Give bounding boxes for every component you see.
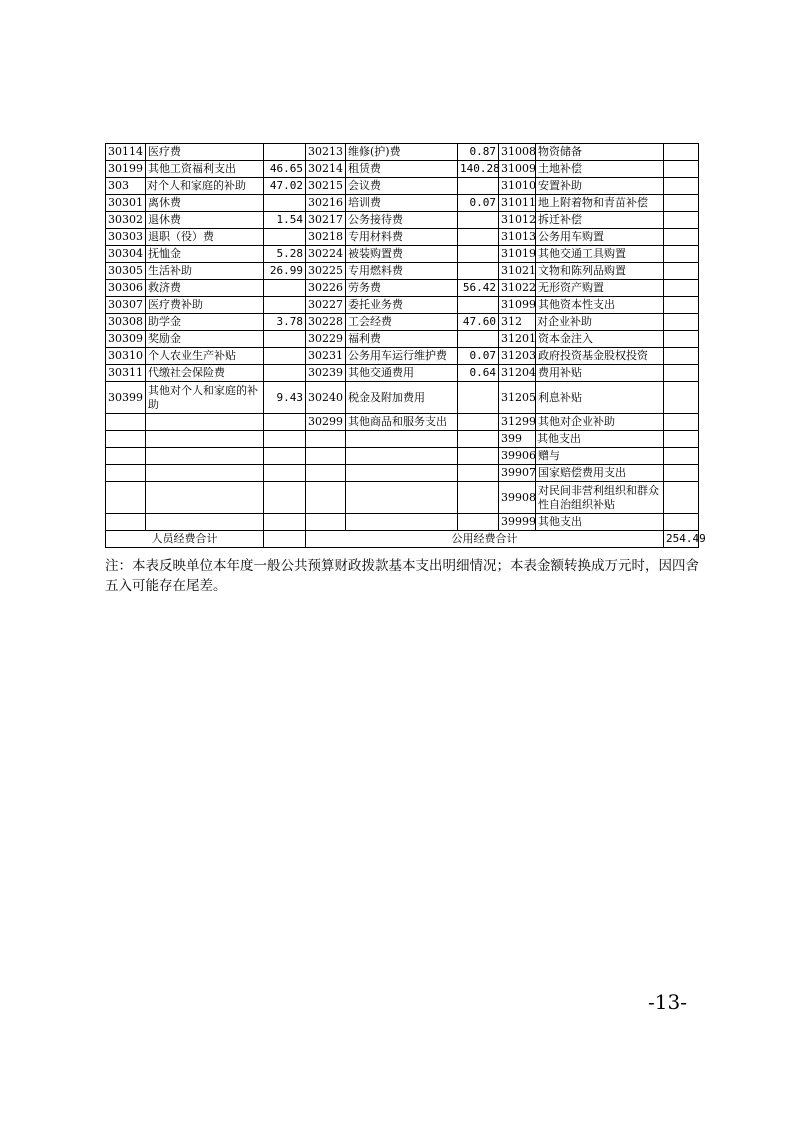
code-cell: 30399 xyxy=(106,382,146,414)
name-cell xyxy=(346,482,458,514)
code-cell xyxy=(106,414,146,431)
table-row xyxy=(106,514,699,531)
amount-cell xyxy=(458,465,499,482)
code-cell: 31009 xyxy=(499,161,536,178)
name-cell: 医疗费 xyxy=(146,144,264,161)
code-cell xyxy=(306,448,346,465)
table-row xyxy=(106,178,699,195)
code-cell: 30228 xyxy=(306,314,346,331)
code-cell: 30302 xyxy=(106,212,146,229)
name-cell: 抚恤金 xyxy=(146,246,264,263)
amount-cell xyxy=(664,414,699,431)
amount-cell xyxy=(458,229,499,246)
name-cell: 助学金 xyxy=(146,314,264,331)
amount-cell xyxy=(664,348,699,365)
name-cell: 维修(护)费 xyxy=(346,144,458,161)
amount-cell xyxy=(458,178,499,195)
code-cell: 303 xyxy=(106,178,146,195)
name-cell: 福利费 xyxy=(346,331,458,348)
table-row xyxy=(106,331,699,348)
name-cell xyxy=(346,465,458,482)
code-cell: 30213 xyxy=(306,144,346,161)
code-cell: 30299 xyxy=(306,414,346,431)
amount-cell xyxy=(664,482,699,514)
amount-cell: 3.78 xyxy=(264,314,306,331)
name-cell: 公务用车运行维护费 xyxy=(346,348,458,365)
amount-cell xyxy=(458,448,499,465)
amount-cell xyxy=(664,314,699,331)
code-cell xyxy=(306,482,346,514)
table-row xyxy=(106,297,699,314)
code-cell: 39999 xyxy=(499,514,536,531)
code-cell xyxy=(306,431,346,448)
code-cell: 30307 xyxy=(106,297,146,314)
code-cell: 30199 xyxy=(106,161,146,178)
amount-cell xyxy=(458,382,499,414)
amount-cell xyxy=(664,448,699,465)
amount-cell xyxy=(664,297,699,314)
amount-cell xyxy=(264,348,306,365)
code-cell: 31205 xyxy=(499,382,536,414)
name-cell xyxy=(146,482,264,514)
name-cell: 物资储备 xyxy=(536,144,664,161)
amount-cell: 1.54 xyxy=(264,212,306,229)
code-cell: 39908 xyxy=(499,482,536,514)
code-cell: 30240 xyxy=(306,382,346,414)
amount-cell xyxy=(264,144,306,161)
name-cell: 税金及附加费用 xyxy=(346,382,458,414)
code-cell xyxy=(106,514,146,531)
code-cell: 30225 xyxy=(306,263,346,280)
amount-cell xyxy=(458,514,499,531)
amount-cell xyxy=(264,297,306,314)
personnel-total-value xyxy=(264,531,306,548)
amount-cell xyxy=(664,246,699,263)
name-cell: 工会经费 xyxy=(346,314,458,331)
name-cell: 其他资本性支出 xyxy=(536,297,664,314)
name-cell: 个人农业生产补贴 xyxy=(146,348,264,365)
amount-cell: 5.28 xyxy=(264,246,306,263)
code-cell: 31203 xyxy=(499,348,536,365)
amount-cell xyxy=(264,229,306,246)
amount-cell xyxy=(264,431,306,448)
code-cell: 30214 xyxy=(306,161,346,178)
table-row xyxy=(106,314,699,331)
name-cell: 离休费 xyxy=(146,195,264,212)
amount-cell xyxy=(664,178,699,195)
code-cell: 30227 xyxy=(306,297,346,314)
name-cell: 其他对个人和家庭的补助 xyxy=(146,382,264,414)
table-row xyxy=(106,229,699,246)
name-cell: 文物和陈列品购置 xyxy=(536,263,664,280)
code-cell: 30301 xyxy=(106,195,146,212)
amount-cell: 140.28 xyxy=(458,161,499,178)
amount-cell: 0.07 xyxy=(458,348,499,365)
name-cell: 利息补贴 xyxy=(536,382,664,414)
code-cell xyxy=(106,482,146,514)
code-cell: 31019 xyxy=(499,246,536,263)
code-cell: 30224 xyxy=(306,246,346,263)
table-row xyxy=(106,195,699,212)
code-cell: 30217 xyxy=(306,212,346,229)
code-cell: 30309 xyxy=(106,331,146,348)
name-cell: 对个人和家庭的补助 xyxy=(146,178,264,195)
table-note: 注：本表反映单位本年度一般公共预算财政拨款基本支出明细情况；本表金额转换成万元时，因四舍五入可能存在尾差。 xyxy=(105,558,699,594)
table-body xyxy=(106,144,699,531)
name-cell: 租赁费 xyxy=(346,161,458,178)
code-cell: 31011 xyxy=(499,195,536,212)
name-cell xyxy=(146,414,264,431)
amount-cell xyxy=(664,229,699,246)
name-cell: 拆迁补偿 xyxy=(536,212,664,229)
code-cell xyxy=(306,465,346,482)
amount-cell xyxy=(664,144,699,161)
amount-cell xyxy=(664,161,699,178)
code-cell: 30310 xyxy=(106,348,146,365)
code-cell: 312 xyxy=(499,314,536,331)
name-cell: 其他支出 xyxy=(536,431,664,448)
name-cell: 被装购置费 xyxy=(346,246,458,263)
code-cell: 30304 xyxy=(106,246,146,263)
code-cell: 39906 xyxy=(499,448,536,465)
amount-cell xyxy=(264,195,306,212)
amount-cell xyxy=(264,365,306,382)
name-cell: 生活补助 xyxy=(146,263,264,280)
table-row xyxy=(106,212,699,229)
table-row xyxy=(106,144,699,161)
name-cell: 专用材料费 xyxy=(346,229,458,246)
amount-cell xyxy=(664,280,699,297)
name-cell xyxy=(146,448,264,465)
table-row xyxy=(106,263,699,280)
amount-cell xyxy=(264,514,306,531)
code-cell: 30303 xyxy=(106,229,146,246)
code-cell: 31299 xyxy=(499,414,536,431)
amount-cell xyxy=(664,465,699,482)
table-row xyxy=(106,348,699,365)
name-cell: 政府投资基金股权投资 xyxy=(536,348,664,365)
name-cell xyxy=(146,431,264,448)
table-row xyxy=(106,365,699,382)
code-cell: 31012 xyxy=(499,212,536,229)
name-cell: 无形资产购置 xyxy=(536,280,664,297)
amount-cell xyxy=(664,431,699,448)
name-cell: 国家赔偿费用支出 xyxy=(536,465,664,482)
code-cell: 30229 xyxy=(306,331,346,348)
name-cell: 其他交通工具购置 xyxy=(536,246,664,263)
amount-cell xyxy=(664,263,699,280)
code-cell: 30311 xyxy=(106,365,146,382)
amount-cell xyxy=(264,414,306,431)
code-cell: 30239 xyxy=(306,365,346,382)
code-cell: 30114 xyxy=(106,144,146,161)
name-cell: 代缴社会保险费 xyxy=(146,365,264,382)
page-number: -13- xyxy=(648,990,687,1014)
amount-cell: 26.99 xyxy=(264,263,306,280)
amount-cell xyxy=(458,414,499,431)
personnel-total-label: 人员经费合计 xyxy=(106,531,264,548)
code-cell: 31013 xyxy=(499,229,536,246)
name-cell: 其他交通费用 xyxy=(346,365,458,382)
code-cell: 30216 xyxy=(306,195,346,212)
code-cell: 31008 xyxy=(499,144,536,161)
amount-cell: 56.42 xyxy=(458,280,499,297)
name-cell xyxy=(346,448,458,465)
name-cell: 其他对企业补助 xyxy=(536,414,664,431)
code-cell: 30306 xyxy=(106,280,146,297)
amount-cell xyxy=(664,365,699,382)
code-cell xyxy=(106,465,146,482)
name-cell: 培训费 xyxy=(346,195,458,212)
amount-cell xyxy=(664,514,699,531)
name-cell: 其他商品和服务支出 xyxy=(346,414,458,431)
code-cell: 399 xyxy=(499,431,536,448)
code-cell: 31021 xyxy=(499,263,536,280)
amount-cell: 47.60 xyxy=(458,314,499,331)
name-cell: 会议费 xyxy=(346,178,458,195)
table-row xyxy=(106,161,699,178)
amount-cell xyxy=(664,382,699,414)
name-cell: 对民间非营利组织和群众性自治组织补贴 xyxy=(536,482,664,514)
amount-cell xyxy=(458,246,499,263)
code-cell xyxy=(306,514,346,531)
code-cell: 30231 xyxy=(306,348,346,365)
code-cell: 31204 xyxy=(499,365,536,382)
code-cell: 30218 xyxy=(306,229,346,246)
table-row xyxy=(106,382,699,414)
table-row xyxy=(106,482,699,514)
code-cell xyxy=(106,431,146,448)
name-cell: 委托业务费 xyxy=(346,297,458,314)
name-cell xyxy=(146,514,264,531)
name-cell: 专用燃料费 xyxy=(346,263,458,280)
amount-cell xyxy=(264,482,306,514)
code-cell: 39907 xyxy=(499,465,536,482)
amount-cell: 0.87 xyxy=(458,144,499,161)
amount-cell xyxy=(664,331,699,348)
amount-cell xyxy=(458,431,499,448)
amount-cell: 47.02 xyxy=(264,178,306,195)
public-total-value: 254.49 xyxy=(664,531,699,548)
totals-row xyxy=(106,531,699,548)
table-row xyxy=(106,431,699,448)
code-cell: 31099 xyxy=(499,297,536,314)
name-cell: 公务用车购置 xyxy=(536,229,664,246)
code-cell: 31010 xyxy=(499,178,536,195)
code-cell: 30305 xyxy=(106,263,146,280)
name-cell: 奖励金 xyxy=(146,331,264,348)
table-row xyxy=(106,448,699,465)
amount-cell xyxy=(458,331,499,348)
name-cell: 费用补贴 xyxy=(536,365,664,382)
amount-cell: 9.43 xyxy=(264,382,306,414)
code-cell: 30308 xyxy=(106,314,146,331)
name-cell: 资本金注入 xyxy=(536,331,664,348)
amount-cell xyxy=(264,465,306,482)
name-cell: 地上附着物和青苗补偿 xyxy=(536,195,664,212)
table-row xyxy=(106,414,699,431)
name-cell: 劳务费 xyxy=(346,280,458,297)
name-cell xyxy=(346,431,458,448)
name-cell: 退职（役）费 xyxy=(146,229,264,246)
amount-cell xyxy=(458,297,499,314)
name-cell: 医疗费补助 xyxy=(146,297,264,314)
amount-cell xyxy=(458,482,499,514)
name-cell: 公务接待费 xyxy=(346,212,458,229)
name-cell: 土地补偿 xyxy=(536,161,664,178)
name-cell xyxy=(146,465,264,482)
name-cell: 救济费 xyxy=(146,280,264,297)
name-cell: 安置补助 xyxy=(536,178,664,195)
name-cell: 对企业补助 xyxy=(536,314,664,331)
amount-cell xyxy=(264,331,306,348)
amount-cell xyxy=(264,448,306,465)
name-cell: 其他工资福利支出 xyxy=(146,161,264,178)
amount-cell: 46.65 xyxy=(264,161,306,178)
public-total-label: 公用经费合计 xyxy=(306,531,664,548)
name-cell: 退休费 xyxy=(146,212,264,229)
table-row xyxy=(106,280,699,297)
budget-detail-table xyxy=(105,143,706,548)
code-cell xyxy=(106,448,146,465)
code-cell: 30215 xyxy=(306,178,346,195)
table-row xyxy=(106,465,699,482)
amount-cell xyxy=(458,212,499,229)
amount-cell xyxy=(664,195,699,212)
name-cell: 其他支出 xyxy=(536,514,664,531)
table-row xyxy=(106,246,699,263)
amount-cell xyxy=(458,263,499,280)
code-cell: 30226 xyxy=(306,280,346,297)
amount-cell xyxy=(664,212,699,229)
name-cell: 赠与 xyxy=(536,448,664,465)
name-cell xyxy=(346,514,458,531)
amount-cell: 0.07 xyxy=(458,195,499,212)
code-cell: 31201 xyxy=(499,331,536,348)
amount-cell xyxy=(264,280,306,297)
amount-cell: 0.64 xyxy=(458,365,499,382)
code-cell: 31022 xyxy=(499,280,536,297)
